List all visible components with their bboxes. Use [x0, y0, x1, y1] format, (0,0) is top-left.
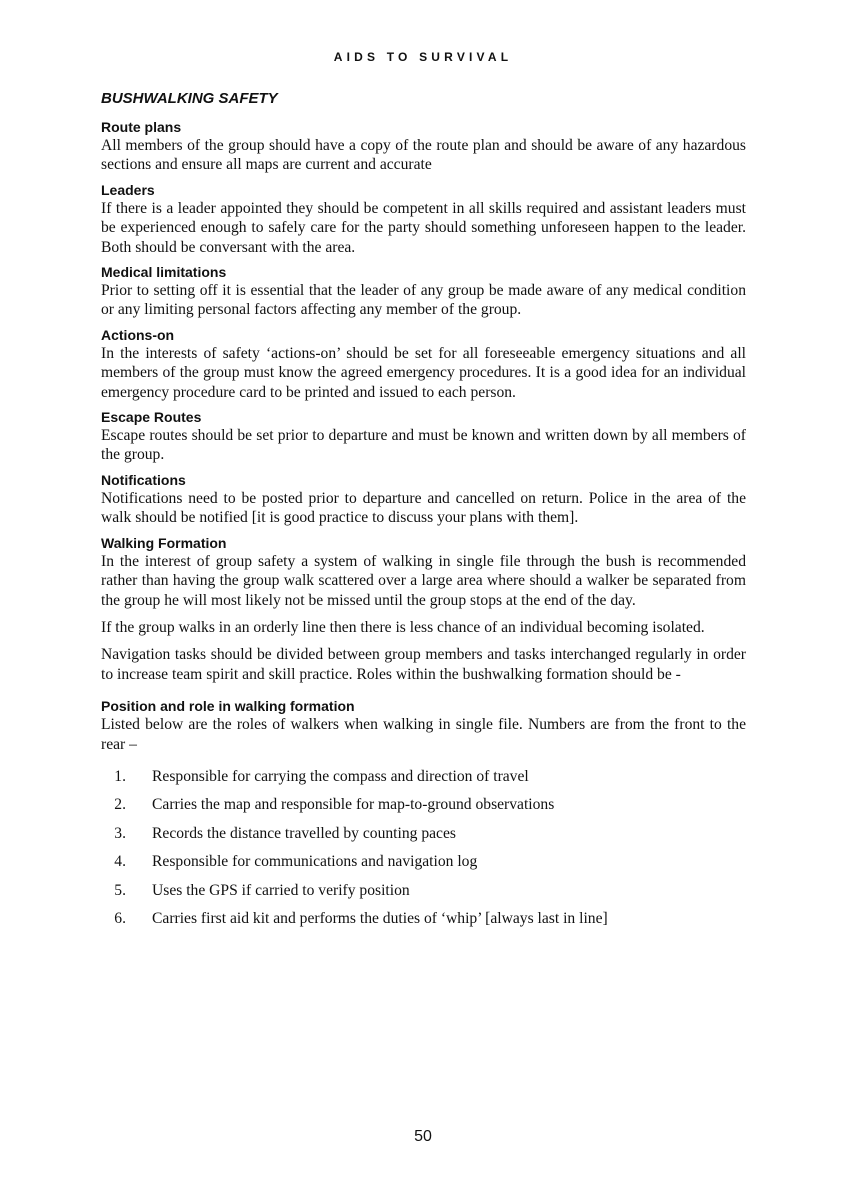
notifications-heading: Notifications	[101, 471, 186, 488]
page-number: 50	[414, 1128, 432, 1145]
actions-on-heading: Actions-on	[101, 326, 175, 343]
position-role-section	[101, 698, 746, 928]
leaders-section	[101, 182, 746, 257]
list-item	[101, 795, 746, 814]
list-item-number: 3.	[114, 824, 126, 842]
medical-limitations-text: Prior to setting off it is essential that the leader of any group be made aware of any medical condition or any limiting personal factors affecting any member of the group.	[101, 282, 746, 319]
list-item-number: 6.	[114, 909, 126, 927]
walking-formation-section	[101, 535, 746, 684]
route-plans-section	[101, 119, 746, 175]
position-role-intro: Listed below are the roles of walkers when walking in single file. Numbers are from the front to the rear –	[101, 716, 746, 753]
position-role-heading: Position and role in walking formation	[101, 698, 355, 715]
list-item-number: 1.	[114, 767, 126, 785]
escape-routes-section	[101, 409, 746, 465]
escape-routes-text: Escape routes should be set prior to departure and must be known and written down by all members of the group.	[101, 427, 746, 464]
medical-limitations-heading: Medical limitations	[101, 264, 227, 281]
notifications-text: Notifications need to be posted prior to departure and cancelled on return. Police in the area of the walk should be notified [it is good practice to discuss your plans with them].	[101, 489, 746, 527]
notifications-section	[101, 472, 746, 528]
route-plans-text: All members of the group should have a copy of the route plan and should be aware of any hazardous sections and ensure all maps are current and accurate	[101, 137, 746, 174]
list-item	[101, 881, 746, 900]
roles-list	[101, 767, 746, 928]
list-item-text: Records the distance travelled by counting paces	[152, 824, 456, 842]
list-item-text: Carries the map and responsible for map-to-ground observations	[152, 796, 555, 814]
walking-formation-heading: Walking Formation	[101, 534, 227, 551]
page-body	[101, 90, 746, 937]
list-item	[101, 852, 746, 871]
escape-routes-heading: Escape Routes	[101, 409, 202, 426]
walking-formation-text-3: Navigation tasks should be divided between group members and tasks interchanged regularly in order to increase team spirit and skill practice. Roles within the bushwalking formation should be -	[101, 646, 746, 683]
leaders-text: If there is a leader appointed they should be competent in all skills required and assistant leaders must be experienced enough to safely care for the party should something unforeseen happen to the leader. Both should be conversant with the area.	[101, 199, 746, 256]
walking-formation-text-1: In the interest of group safety a system of walking in single file through the bush is recommended rather than having the group walk scattered over a large area where should a walker be separated from the group he will most likely not be missed until the group stops at the end of the day.	[101, 552, 746, 609]
leaders-heading: Leaders	[101, 181, 155, 198]
list-item-number: 2.	[114, 796, 126, 814]
list-item	[101, 767, 746, 786]
list-item-number: 5.	[114, 881, 126, 899]
list-item	[101, 824, 746, 843]
list-item-text: Carries first aid kit and performs the duties of ‘whip’ [always last in line]	[152, 909, 608, 927]
list-item-text: Responsible for communications and navigation log	[152, 853, 478, 871]
list-item-text: Responsible for carrying the compass and direction of travel	[152, 767, 529, 785]
actions-on-section	[101, 327, 746, 402]
list-item-number: 4.	[114, 853, 126, 871]
list-item-text: Uses the GPS if carried to verify position	[152, 881, 410, 899]
section-title: BUSHWALKING SAFETY	[101, 90, 278, 107]
route-plans-heading: Route plans	[101, 119, 182, 135]
running-head: AIDS TO SURVIVAL	[333, 50, 513, 64]
list-item	[101, 909, 746, 928]
actions-on-text: In the interests of safety ‘actions-on’ should be set for all foreseeable emergency situations and all members of the group must know the agreed emergency procedures. It is a good idea for an individual emergency procedure card to be printed and issued to each person.	[101, 344, 746, 401]
walking-formation-text-2: If the group walks in an orderly line then there is less chance of an individual becoming isolated.	[101, 618, 705, 636]
medical-limitations-section	[101, 264, 746, 320]
